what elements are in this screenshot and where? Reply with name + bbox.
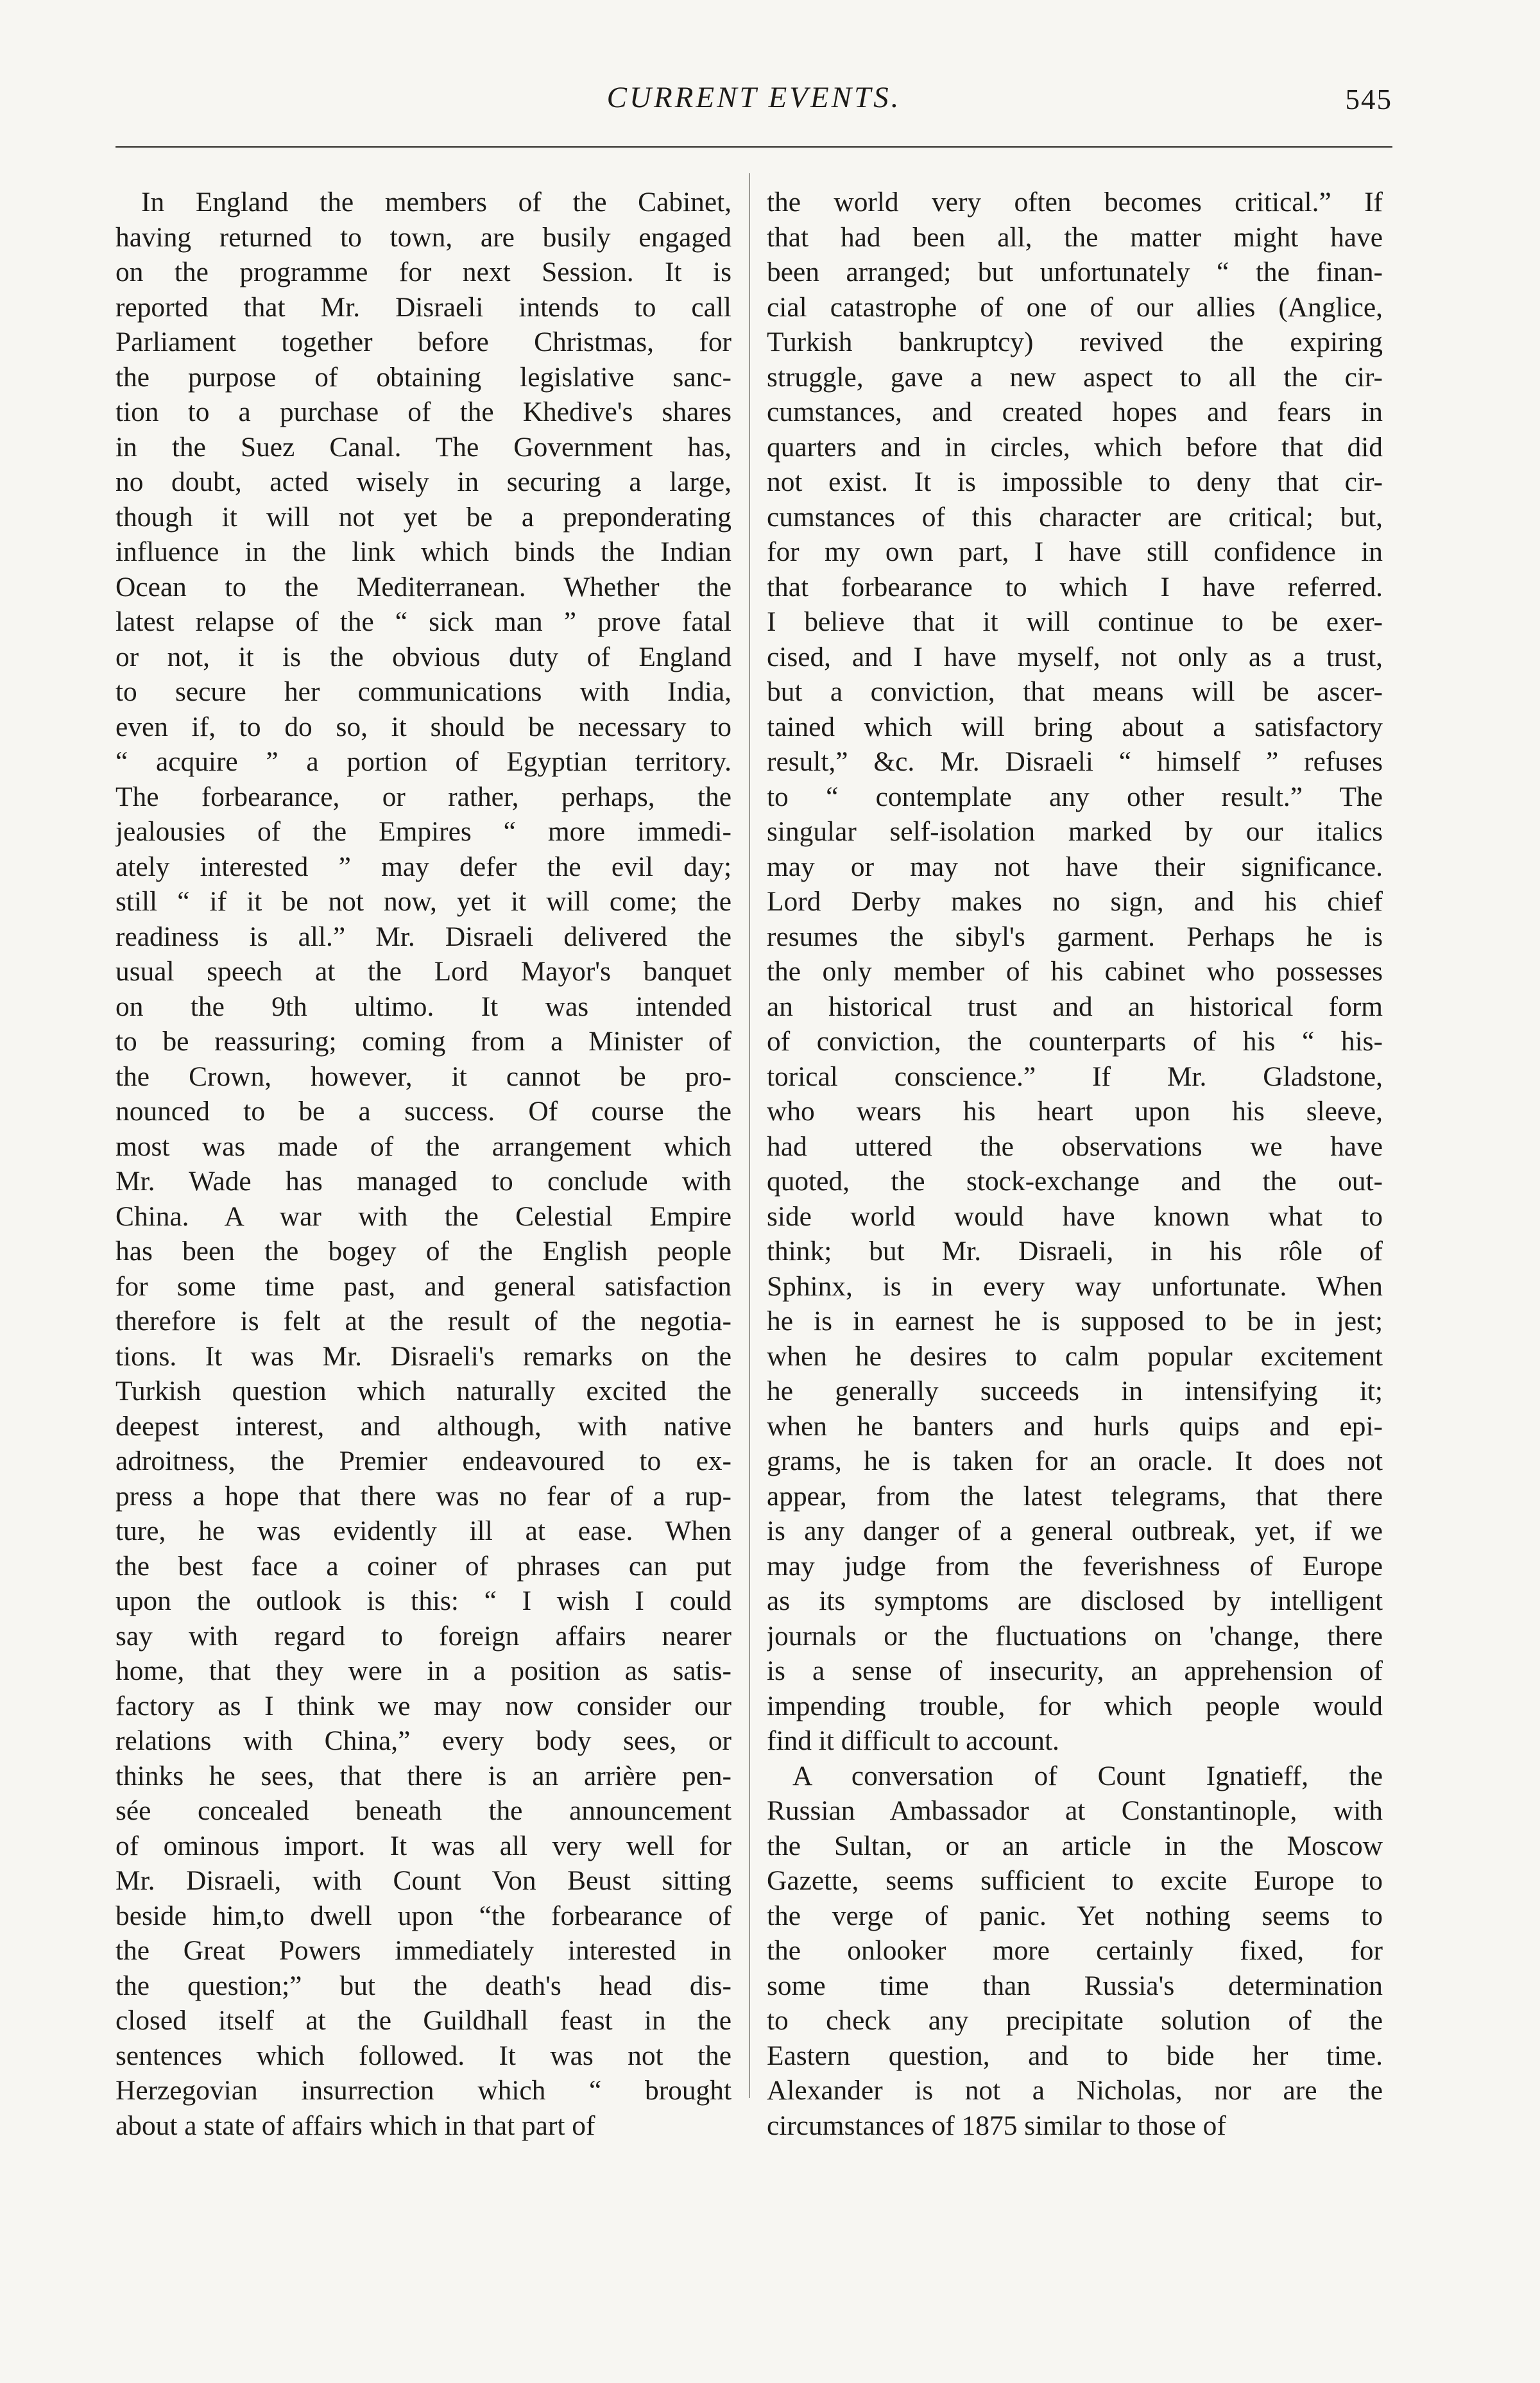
text-line: struggle, gave a new aspect to all the cir-	[767, 361, 1383, 393]
text-line: circumstances of 1875 similar to those of	[767, 2110, 1226, 2141]
text-line: the Great Powers immediately interested in	[116, 1935, 732, 1966]
text-line: home, that they were in a position as satis-	[116, 1655, 732, 1686]
text-line: ately interested ” may defer the evil day;	[116, 851, 732, 882]
text-line: about a state of affairs which in that part of	[116, 2110, 595, 2141]
text-line: tions. It was Mr. Disraeli's remarks on the	[116, 1340, 732, 1372]
text-line: when he banters and hurls quips and epi-	[767, 1410, 1383, 1442]
text-line: reported that Mr. Disraeli intends to call	[116, 291, 732, 323]
text-line: say with regard to foreign affairs nearer	[116, 1620, 732, 1652]
page-number: 545	[1345, 83, 1392, 115]
text-line: an historical trust and an historical form	[767, 991, 1383, 1022]
text-line: deepest interest, and although, with native	[116, 1410, 732, 1442]
text-line: latest relapse of the “ sick man ” prove fatal	[116, 606, 732, 637]
text-line: the best face a coiner of phrases can put	[116, 1550, 732, 1582]
text-line: to “ contemplate any other result.” The	[767, 781, 1383, 812]
text-line: for my own part, I have still confidence in	[767, 536, 1383, 567]
text-line: still “ if it be not now, yet it will come; the	[116, 886, 732, 917]
text-line: is a sense of insecurity, an apprehension of	[767, 1655, 1383, 1686]
text-line: In England the members of the Cabinet,	[141, 187, 732, 218]
text-line: China. A war with the Celestial Empire	[116, 1200, 732, 1232]
text-line: therefore is felt at the result of the negotia-	[116, 1306, 732, 1337]
text-line: press a hope that there was no fear of a rup-	[116, 1480, 732, 1512]
text-line: the verge of panic. Yet nothing seems to	[767, 1900, 1383, 1931]
text-line: Lord Derby makes no sign, and his chief	[767, 886, 1383, 917]
text-line: quarters and in circles, which before that did	[767, 431, 1383, 463]
text-line: of conviction, the counterparts of his “ his-	[767, 1026, 1383, 1057]
running-head: CURRENT EVENTS.	[606, 81, 902, 114]
text-line: The forbearance, or rather, perhaps, the	[116, 781, 732, 812]
text-line: cumstances, and created hopes and fears in	[767, 397, 1383, 427]
text-line: journals or the fluctuations on 'change, there	[767, 1620, 1383, 1652]
text-line: Alexander is not a Nicholas, nor are the	[767, 2075, 1383, 2106]
text-line: who wears his heart upon his sleeve,	[767, 1096, 1383, 1127]
text-line: having returned to town, are busily engaged	[116, 221, 732, 253]
text-line: the only member of his cabinet who possesses	[767, 956, 1383, 987]
text-line: may judge from the feverishness of Europe	[767, 1550, 1383, 1582]
text-line: of ominous import. It was all very well for	[116, 1830, 732, 1861]
text-line: find it difficult to account.	[767, 1725, 1059, 1756]
text-line: the Crown, however, it cannot be pro-	[116, 1061, 732, 1092]
text-line: he is in earnest he is supposed to be in jest;	[767, 1306, 1383, 1337]
text-line: Mr. Wade has managed to conclude with	[116, 1166, 732, 1197]
text-line: Russian Ambassador at Constantinople, with	[767, 1795, 1383, 1826]
text-line: relations with China,” every body sees, or	[116, 1725, 732, 1756]
text-line: even if, to do so, it should be necessary to	[116, 711, 732, 742]
text-line: cial catastrophe of one of our allies (Anglice,	[767, 291, 1383, 323]
text-line: on the programme for next Session. It is	[116, 257, 732, 287]
left-column	[116, 185, 732, 2143]
text-line: I believe that it will continue to be exer-	[767, 606, 1383, 637]
text-line: tained which will bring about a satisfactory	[767, 711, 1383, 742]
text-line: Eastern question, and to bide her time.	[767, 2040, 1383, 2071]
text-line: he generally succeeds in intensifying it;	[767, 1376, 1383, 1406]
text-line: been arranged; but unfortunately “ the finan-	[767, 257, 1383, 287]
header-rule	[116, 146, 1392, 148]
text-line: torical conscience.” If Mr. Gladstone,	[767, 1061, 1383, 1092]
text-line: no doubt, acted wisely in securing a large,	[116, 466, 732, 497]
text-line: adroitness, the Premier endeavoured to ex-	[116, 1446, 732, 1476]
text-line: “ acquire ” a portion of Egyptian territory.	[116, 746, 732, 777]
text-line: think; but Mr. Disraeli, in his rôle of	[767, 1236, 1383, 1267]
text-line: cised, and I have myself, not only as a trust,	[767, 641, 1383, 672]
text-line: Mr. Disraeli, with Count Von Beust sitting	[116, 1865, 732, 1896]
text-line: the purpose of obtaining legislative sanc-	[116, 361, 732, 393]
text-line: most was made of the arrangement which	[116, 1131, 732, 1162]
column-divider	[749, 173, 750, 2098]
text-line: that forbearance to which I have referred.	[767, 571, 1383, 602]
text-line: to secure her communications with India,	[116, 676, 732, 707]
text-line: jealousies of the Empires “ more immedi-	[116, 816, 732, 847]
text-line: has been the bogey of the English people	[116, 1236, 732, 1267]
text-line: nounced to be a success. Of course the	[116, 1096, 732, 1127]
text-line: appear, from the latest telegrams, that there	[767, 1480, 1383, 1512]
text-line: sentences which followed. It was not the	[116, 2040, 732, 2071]
text-line: the onlooker more certainly fixed, for	[767, 1935, 1383, 1966]
text-line: grams, he is taken for an oracle. It does not	[767, 1446, 1383, 1476]
page-header	[116, 80, 1392, 132]
text-line: usual speech at the Lord Mayor's banquet	[116, 956, 732, 987]
text-line: to check any precipitate solution of the	[767, 2005, 1383, 2036]
text-line: readiness is all.” Mr. Disraeli delivered the	[116, 921, 732, 952]
text-line: the Sultan, or an article in the Moscow	[767, 1830, 1383, 1861]
text-line: but a conviction, that means will be ascer-	[767, 676, 1383, 707]
text-line: for some time past, and general satisfaction	[116, 1270, 732, 1302]
text-line: singular self-isolation marked by our italics	[767, 816, 1383, 847]
text-line: Turkish bankruptcy) revived the expiring	[767, 327, 1383, 357]
text-line: though it will not yet be a preponderating	[116, 501, 732, 533]
text-line: or not, it is the obvious duty of England	[116, 641, 732, 672]
text-line: Sphinx, is in every way unfortunate. When	[767, 1270, 1383, 1302]
text-line: A conversation of Count Ignatieff, the	[792, 1760, 1383, 1791]
text-line: the question;” but the death's head dis-	[116, 1970, 732, 2001]
text-line: resumes the sibyl's garment. Perhaps he is	[767, 921, 1383, 952]
text-line: as its symptoms are disclosed by intelligent	[767, 1585, 1383, 1616]
text-line: Turkish question which naturally excited the	[116, 1376, 732, 1406]
text-line: closed itself at the Guildhall feast in the	[116, 2005, 732, 2036]
text-line: Parliament together before Christmas, for	[116, 327, 732, 357]
text-line: to be reassuring; coming from a Minister of	[116, 1026, 732, 1057]
text-line: result,” &c. Mr. Disraeli “ himself ” refuses	[767, 746, 1383, 777]
text-line: factory as I think we may now consider our	[116, 1690, 732, 1721]
text-line: quoted, the stock-exchange and the out-	[767, 1166, 1383, 1197]
text-line: upon the outlook is this: “ I wish I could	[116, 1585, 732, 1616]
text-line: tion to a purchase of the Khedive's shares	[116, 397, 732, 427]
text-line: impending trouble, for which people would	[767, 1690, 1383, 1721]
text-line: side world would have known what to	[767, 1200, 1383, 1232]
text-line: Ocean to the Mediterranean. Whether the	[116, 571, 732, 602]
text-line: Gazette, seems sufficient to excite Europe to	[767, 1865, 1383, 1896]
text-line: beside him,to dwell upon “the forbearance of	[116, 1900, 732, 1931]
text-line: influence in the link which binds the Indian	[116, 536, 732, 567]
text-line: in the Suez Canal. The Government has,	[116, 431, 732, 463]
text-line: is any danger of a general outbreak, yet, if we	[767, 1516, 1383, 1546]
text-line: had uttered the observations we have	[767, 1131, 1383, 1162]
text-line: that had been all, the matter might have	[767, 221, 1383, 253]
text-line: the world very often becomes critical.” If	[767, 187, 1383, 218]
text-line: cumstances of this character are critical; but,	[767, 501, 1383, 533]
text-line: not exist. It is impossible to deny that cir-	[767, 466, 1383, 497]
text-line: sée concealed beneath the announcement	[116, 1795, 732, 1826]
text-line: on the 9th ultimo. It was intended	[116, 991, 732, 1022]
text-line: thinks he sees, that there is an arrière pen-	[116, 1760, 732, 1791]
text-line: ture, he was evidently ill at ease. When	[116, 1516, 732, 1546]
text-line: may or may not have their significance.	[767, 851, 1383, 882]
right-column	[767, 185, 1383, 2143]
text-line: Herzegovian insurrection which “ brought	[116, 2075, 732, 2106]
text-line: when he desires to calm popular excitement	[767, 1340, 1383, 1372]
text-line: some time than Russia's determination	[767, 1970, 1383, 2001]
